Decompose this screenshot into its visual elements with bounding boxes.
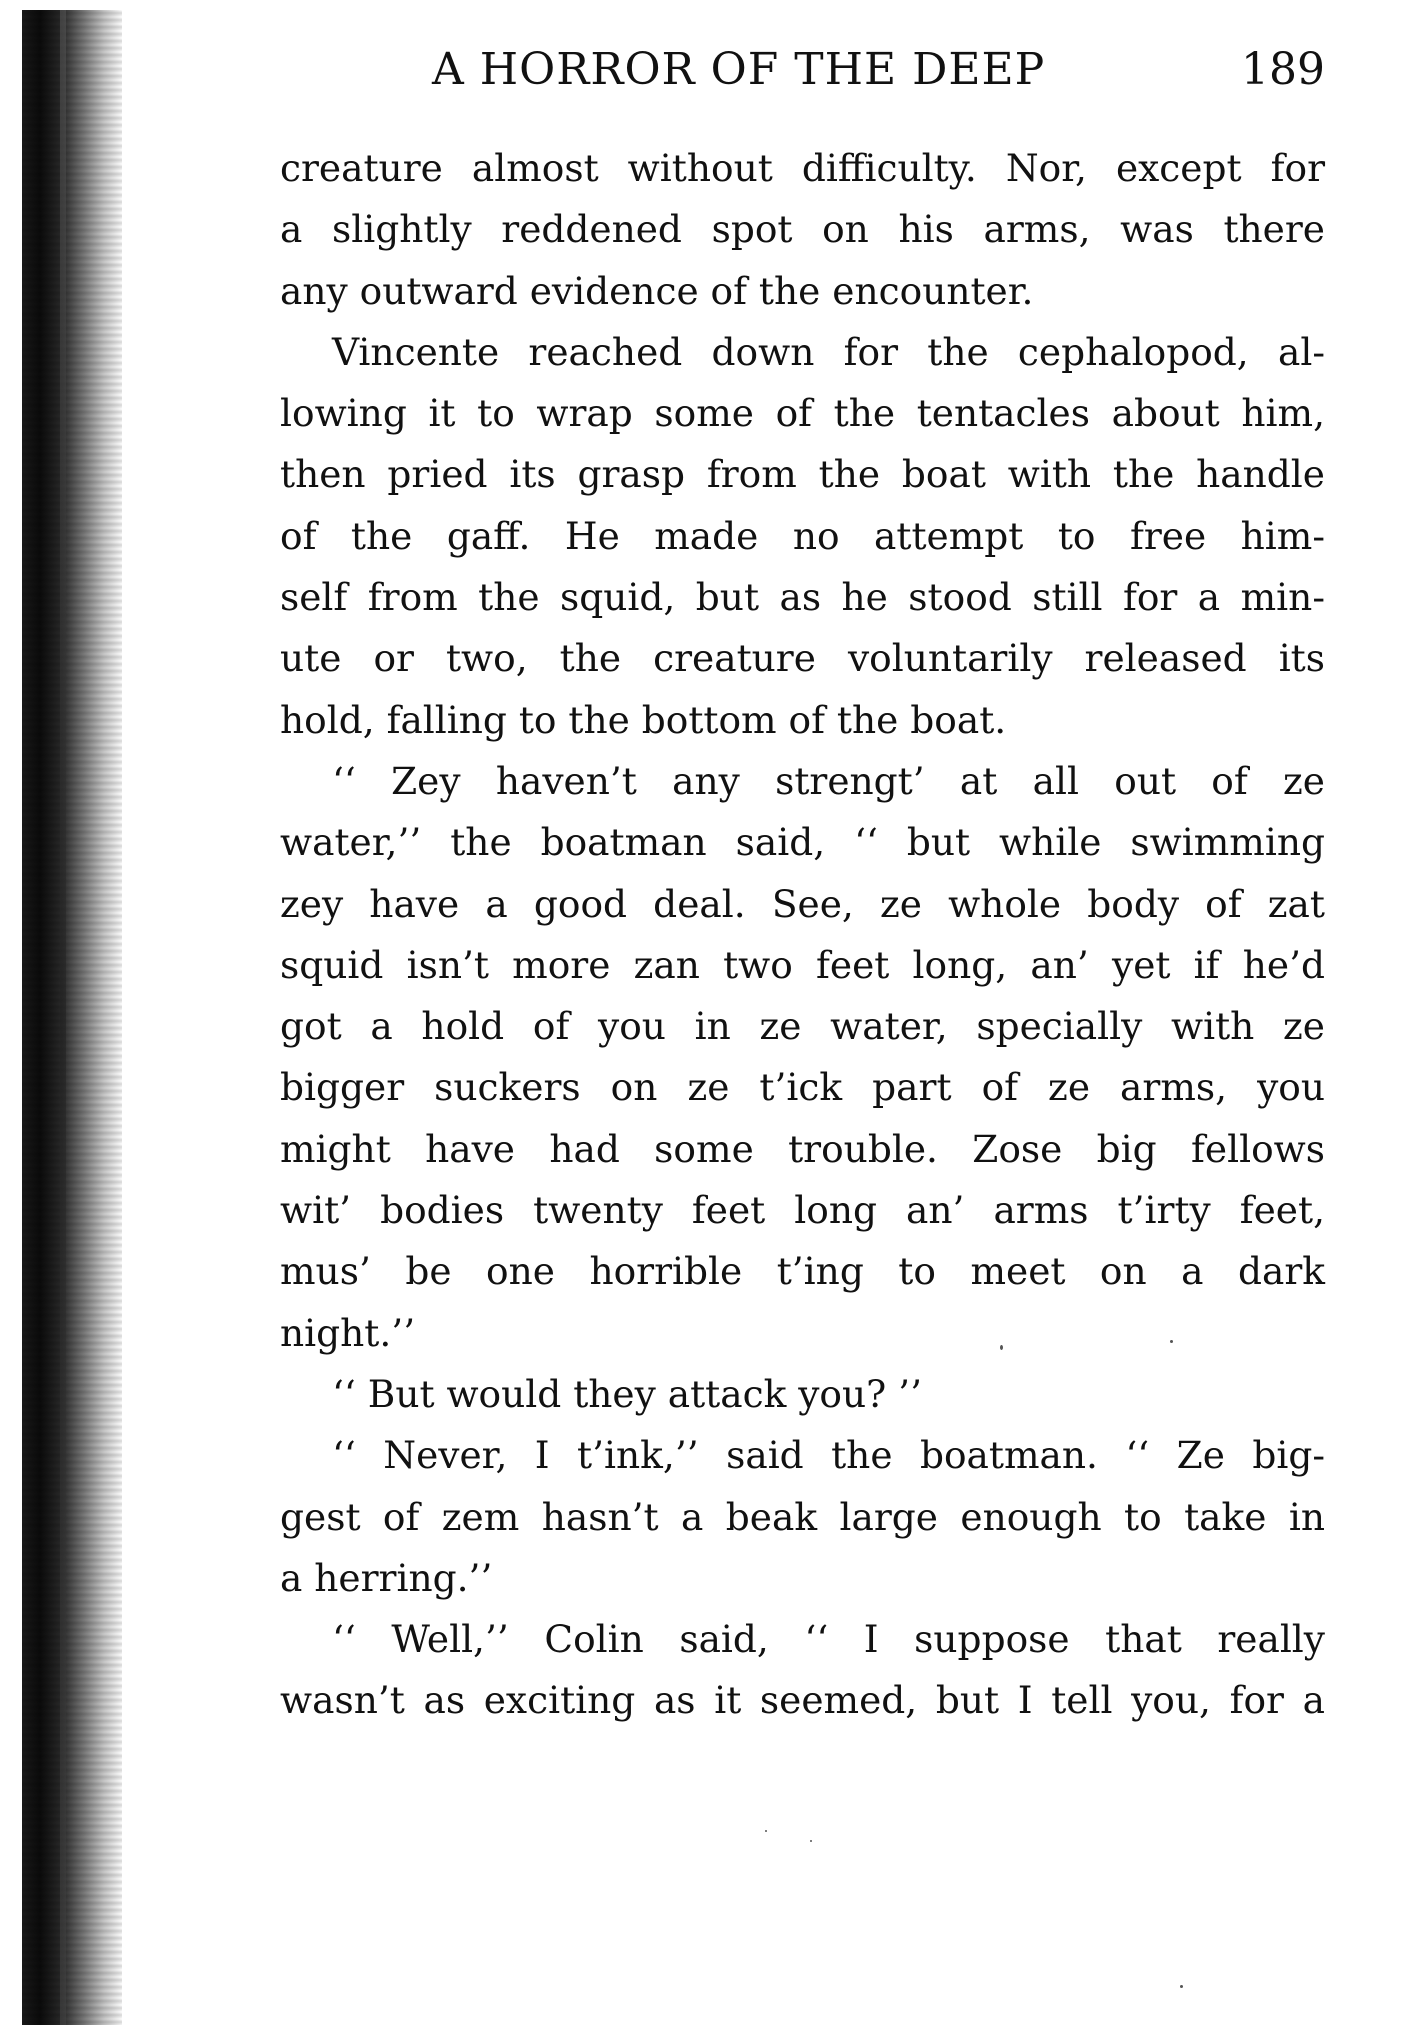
text-line: squid isn’t more zan two feet long, an’ yet if he’d <box>280 942 1325 987</box>
text-line: wit’ bodies twenty feet long an’ arms t’irty feet, <box>280 1188 1325 1233</box>
text-line: creature almost without difficulty. Nor, except for <box>280 146 1325 190</box>
text-line: a herring.’’ <box>280 1555 493 1600</box>
text-line: wasn’t as exciting as it seemed, but I tell you, for a <box>280 1678 1325 1723</box>
text-line: of the gaff. He made no attempt to free him- <box>280 513 1325 558</box>
text-line: ‘‘ But would they attack you? ’’ <box>332 1371 923 1416</box>
print-speck <box>1170 1340 1173 1343</box>
text-line: water,’’ the boatman said, ‘‘ but while swimming <box>280 820 1325 865</box>
text-line: ‘‘ Never, I t’ink,’’ said the boatman. ‘‘ Ze big- <box>332 1433 1325 1478</box>
binding-edge <box>60 10 66 2025</box>
body-text <box>280 138 1325 1732</box>
text-line: ‘‘ Well,’’ Colin said, ‘‘ I suppose that really <box>332 1617 1325 1662</box>
running-title: A HORROR OF THE DEEP <box>432 44 1046 95</box>
text-line: zey have a good deal. See, ze whole body of zat <box>280 881 1325 926</box>
text-line: gest of zem hasn’t a beak large enough to take in <box>280 1494 1325 1539</box>
text-line: got a hold of you in ze water, specially with ze <box>280 1004 1325 1049</box>
text-line: might have had some trouble. Zose big fellows <box>280 1126 1325 1171</box>
text-line: hold, falling to the bottom of the boat. <box>280 697 1007 742</box>
print-speck <box>1000 1345 1003 1350</box>
running-head <box>280 44 1325 104</box>
text-line: self from the squid, but as he stood still for a min- <box>280 575 1325 620</box>
text-line: any outward evidence of the encounter. <box>280 268 1034 313</box>
text-line: lowing it to wrap some of the tentacles about him, <box>280 391 1325 436</box>
text-line: ute or two, the creature voluntarily released its <box>280 636 1325 681</box>
text-line: bigger suckers on ze t’ick part of ze arms, you <box>280 1065 1325 1110</box>
page-number: 189 <box>1241 44 1325 95</box>
print-speck <box>810 1840 812 1842</box>
text-line: a slightly reddened spot on his arms, was there <box>280 207 1325 252</box>
text-line: night.’’ <box>280 1310 416 1355</box>
text-line: mus’ be one horrible t’ing to meet on a dark <box>280 1249 1325 1294</box>
print-speck <box>1180 1985 1183 1988</box>
text-line: ‘‘ Zey haven’t any strengt’ at all out of ze <box>332 758 1325 803</box>
text-line: then pried its grasp from the boat with the handle <box>280 452 1325 497</box>
binding-gutter-shadow <box>22 10 122 2025</box>
text-line: Vincente reached down for the cephalopod, al- <box>332 329 1325 374</box>
print-speck <box>765 1830 767 1832</box>
